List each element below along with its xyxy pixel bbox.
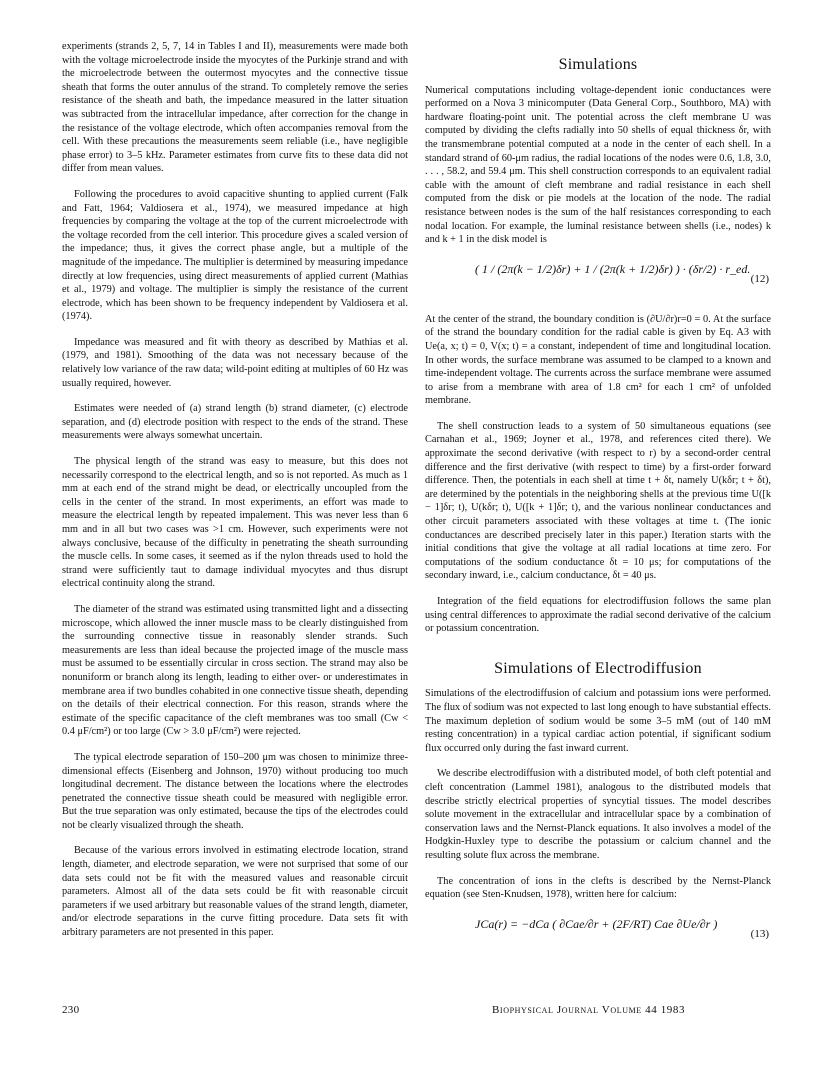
body-paragraph: Following the procedures to avoid capacitive shunting to applied current (Falk and Fatt, 1964; Valdiosera et al., 1974), we measured impedance at high frequencies by comparing the voltage at the top of the current microelectrode with the voltage recorded from the cell interior. This procedure gives a scaled version of the impedance; thus, it gives the correct phase angle, but a multiple of the magnitude of the impedance. The multiplier is determined by measuring impedance directly at low frequencies, using direct measurements of applied current (Mathias et al., 1979) and voltage. The multiplier is simply the resistance of the current electrode, which has been shown to be frequency independent by Valdiosera et al. (1974). (62, 188, 408, 323)
equation-12 (425, 259, 771, 303)
body-paragraph: We describe electrodiffusion with a distributed model, of both cleft potential and cleft concentration (Lammel 1981), analogous to the distributed models that describe strictly electrical properties of syncytial tissues. The model describes solute movement in the extracellular and intracellular space by a combination of conservation laws and the Nernst-Planck equations. It also involves a model of the Hodgkin-Huxley type to describe the potassium or calcium channel and the resulting solute flux across the membrane. (425, 768, 771, 861)
page-number: 230 (62, 1004, 80, 1016)
body-paragraph: The physical length of the strand was easy to measure, but this does not necessarily correspond to the electrical length, and so is not reported. As much as 1 mm at each end of the strand might be dead, or electrically uncoupled from the cells in the center of the strand. In most experiments, an effort was made to measure the electrical length by repeated impalement. This was never less than 6 mm and in all but two cases was >1 cm. However, such experiments were not always conclusive, because of the difficulty in penetrating the sheath surrounding the muscle cells. In some cases, it seemed as if the nylon threads used to hold the strand were sufficiently taut to damage individual myocytes and thus disrupt electrical continuity along the strand. (62, 456, 408, 590)
right-column (425, 40, 771, 968)
body-paragraph: experiments (strands 2, 5, 7, 14 in Tables I and II), measurements were made both with the voltage microelectrode inside the myocytes of the Purkinje strand and with the microelectrode between the outermost myocytes and the connective tissue sheath that forms the outer annulus of the strand. To completely remove the series resistance of the sheath and bath, the impedance measured in the latter situation was subtracted from the intracellular impedance, after correction for the change in the resistance of the voltage electrode, which often accompanies removal from the cell. With these precautions the measurements seem reliable (i.e., have negligible phase error) to 3–5 kHz. Parameter estimates from curve fits to these data did not differ from mean values. (62, 41, 408, 175)
equation-number: (13) (750, 927, 769, 940)
section-heading-simulations: Simulations (558, 56, 638, 73)
body-paragraph: Numerical computations including voltage-dependent ionic conductances were performed on a Nova 3 minicomputer (Data General Corp., Southboro, MA) with hardware floating-point unit. The potential across the cleft membrane U was computed by dividing the clefts radially into 50 shells of equal thickness δr, with the transmembrane potential computed at a node in the center of each shell. In a standard strand of 60-μm radius, the radial locations of the nodes were 0.6, 1.8, 3.0, . . . , 58.2, and 59.4 μm. This shell construction corresponds to an equivalent radial cable with the amount of cleft membrane and radial resistance in each shell computed from the disk or pie models at the location of the node. The radial resistance between nodes is the sum of the half resistances corresponding to each nodal location. For example, the luminal resistance between shells (i.e., nodes) k and k + 1 in the disk model is (425, 84, 771, 246)
body-paragraph: At the center of the strand, the boundary condition is (∂U/∂r)r=0 = 0. At the surface of the strand the boundary condition for the radial cable is given by Eq. A3 with Ue(a, x; t) = 0, V(x; t) = a constant, independent of time and longitudinal location. In other words, the surface membrane was assumed to be clamped to a known and time-independent voltage. The currents across the surface membrane were assumed to arise from a membrane with area of 1.8 cm² for each 1 cm² of unfolded membrane. (425, 313, 771, 407)
body-paragraph: Integration of the field equations for electrodiffusion follows the same plan using central differences to approximate the radial second derivative of the calcium or potassium concentration. (425, 596, 771, 635)
equation-number: (12) (750, 272, 769, 285)
body-paragraph: Simulations of the electrodiffusion of calcium and potassium ions were performed. The flux of sodium was not expected to last long enough to have substantial effects. The maximum depletion of sodium would be some 3–5 mM (out of 140 mM resting concentration) in a typical cardiac action potential, if significant sodium flux occurred only during the fast inward current. (425, 688, 771, 754)
body-paragraph: The diameter of the strand was estimated using transmitted light and a dissecting microscope, which allowed the inner muscle mass to be clearly distinguished from the surrounding connective tissue in reasonably slender strands. Such measurements are less than ideal because the projected image of the muscle mass must be assumed to be essentially circular in cross section. The strand may also be nonuniform or branch along its length, leading to either over- or underestimates in membrane area if two bundles cohabited in one connective tissue sheath, depending on the details of their electrical connection. For this reason, strands where the estimate of the specific capacitance of the cleft membranes was too small (Cw < 0.4 μF/cm²) or too large (Cw > 3.0 μF/cm²) were rejected. (62, 603, 408, 738)
journal-citation: Biophysical Journal Volume 44 1983 (492, 1004, 686, 1016)
equation-13 (425, 914, 771, 958)
body-paragraph: The typical electrode separation of 150–200 μm was chosen to minimize three-dimensional effects (Eisenberg and Johnson, 1970) without producing too much longitudinal decrement. The distance between the locations where the electrodes penetrated the connective tissue sheath could be measured with negligible error. But the true separation was only estimated, because the tips of the electrodes could not be clearly visualized through the sheath. (62, 751, 408, 831)
equation-body: JCa(r) = −dCa ( ∂Cae/∂r + (2F/RT) Cae ∂Ue/∂r ) (475, 916, 718, 931)
equation-body: ( 1 / (2π(k − 1/2)δr) + 1 / (2π(k + 1/2)δr) ) · (δr/2) · r_ed. (475, 261, 751, 276)
body-paragraph: The concentration of ions in the clefts is described by the Nernst-Planck equation (see Sten-Knudsen, 1978), written here for calcium: (425, 875, 771, 901)
body-paragraph: Because of the various errors involved in estimating electrode location, strand length, diameter, and electrode separation, we were not surprised that some of our data sets could not be fit with the measured values and reasonable circuit parameters. Almost all of the data sets could be fit with reasonable circuit parameters if we used arbitrary but reasonable values of the strand length, diameter, and/or electrode separations in the curve fitting procedure. Data sets fit with arbitrary parameters are not presented in this paper. (62, 845, 408, 939)
section-heading-electrodiffusion: Simulations of Electrodiffusion (494, 659, 702, 677)
body-paragraph: The shell construction leads to a system of 50 simultaneous equations (see Carnahan et al., 1969; Joyner et al., 1978, and references cited there). We approximate the second derivative (with respect to r) by a second-order central difference and the first derivative (with respect to time) by a first-order forward difference. Then, the potentials in each shell at time t + δt, namely U(kδr; t + δt), are determined by the potentials in the neighboring shells at the previous time U([k − 1]δr; t), U(kδr; t), U([k + 1]δr; t), and the various nonlinear conductances and other circuit parameters associated with these voltages at time t. (The ionic conductances are described precisely later in this paper.) Iteration starts with the initial conditions that give the voltage at all radial locations at time zero. For computations of the sodium conductance δt = 10 μs; for computations of the secondary inward, i.e., calcium conductance, δt = 40 μs. (425, 420, 771, 582)
body-paragraph: Estimates were needed of (a) strand length (b) strand diameter, (c) electrode separation, and (d) electrode position with respect to the ends of the strand. These measurements were always somewhat uncertain. (62, 403, 408, 442)
body-paragraph: Impedance was measured and fit with theory as described by Mathias et al. (1979, and 1981). Smoothing of the data was not necessary because of the relatively low variance of the raw data; wild-point editing at multiples of 60 Hz was usually required, however. (62, 336, 408, 389)
left-column (62, 40, 408, 952)
